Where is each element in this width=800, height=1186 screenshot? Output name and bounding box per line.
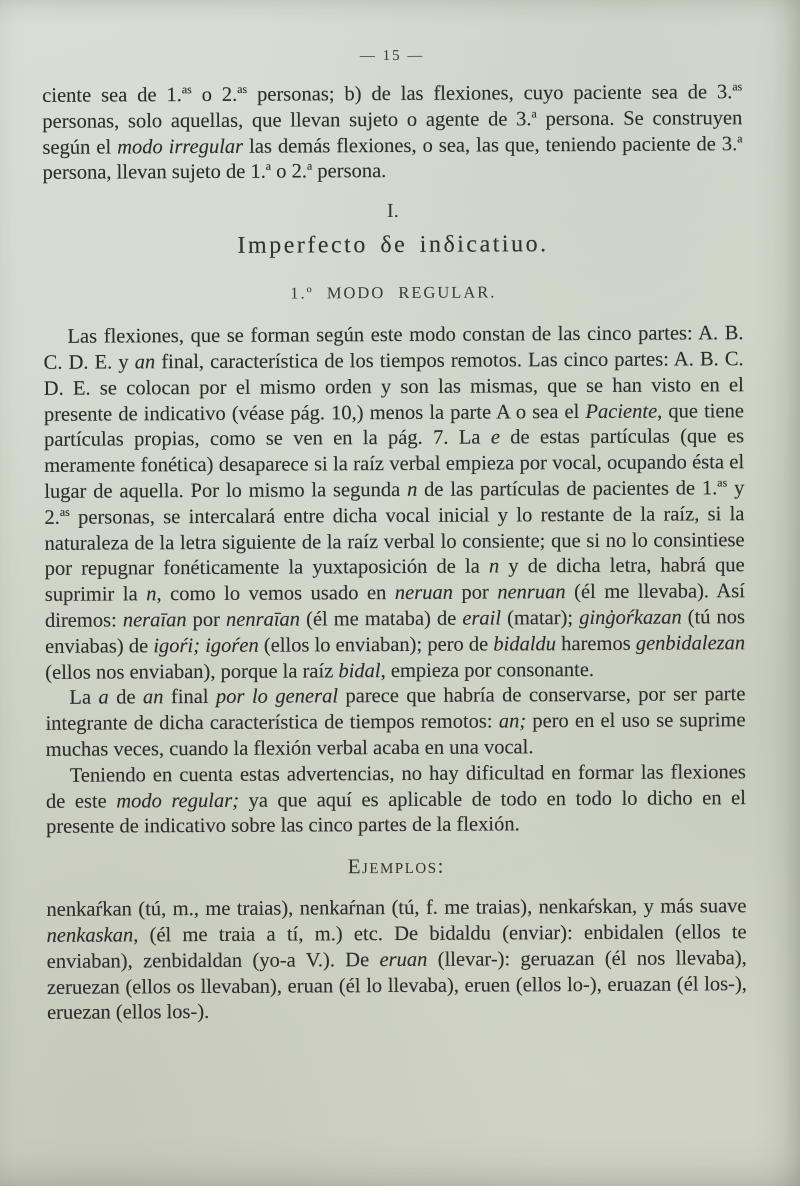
text-segment: de las partículas de pacientes de 1. [417, 477, 718, 501]
text-segment: haremos [555, 632, 636, 655]
text-segment: (ellos lo enviaban); pero de [258, 633, 494, 657]
text-segment: (él me traia a tí, m.) etc. De bidaldu (enviar): enbidalen (ellos te enviaban), zenbidaldan (yo-a V.). De [46, 921, 747, 973]
text-segment: e [490, 426, 500, 449]
section-title: Imperfecto δe inδicatiuo. [237, 231, 549, 259]
text-segment: (matar); [500, 606, 580, 630]
text-segment: a [98, 686, 109, 709]
text-segment: n [488, 555, 500, 578]
text-segment: La [69, 686, 99, 710]
text-segment: (tú nos enviabas) de [45, 606, 746, 658]
text-segment: Teniendo en cuenta estas advertencias, no hay dificultad en formar las flexiones de este [45, 760, 746, 813]
text-segment: persona. Se construyen según el [42, 106, 743, 159]
text-segment: personas; b) de las flexiones, cuyo paciente sea de 3. [247, 81, 733, 106]
examples-heading: Ejemplos: [347, 853, 445, 879]
text-segment: a [737, 130, 743, 145]
text-segment: modo regular; [116, 789, 240, 812]
text-segment: y de dicha letra, habrá que suprimir la [44, 554, 745, 606]
body-paragraph-2 [45, 683, 745, 764]
text-segment: ciente sea de 1. [42, 84, 182, 107]
text-segment: o 2. [191, 83, 238, 107]
text-segment: ginġoŕkazan [579, 606, 682, 629]
text-segment: de [108, 686, 144, 709]
text-segment: , empieza por consonante. [380, 658, 595, 682]
body-paragraph-1 [43, 321, 745, 686]
text-segment: nenkaŕkan (tú, m., me traias), nenkaŕnan (tú, f. me traias), nenkaŕskan, y más suave [46, 895, 747, 921]
text-segment: genbidalezan [635, 631, 746, 655]
text-segment: an; [498, 710, 527, 733]
text-segment: an [134, 351, 156, 374]
text-segment: (llevar-): geruazan (él nos llevaba), zeruezan (ellos os llevaban), eruan (él lo llevaba), eruen (ellos lo-), eruazan (él los-), eruezan (ellos los-). [46, 946, 747, 1025]
text-segment: as [732, 79, 743, 94]
text-segment: n [146, 583, 157, 606]
text-segment: Las flexiones, que se forman según este modo constan de las cinco partes: A. B. C. D. E. y [43, 322, 744, 374]
text-segment: as [59, 504, 70, 519]
text-segment: y 2. [44, 477, 745, 529]
text-segment: nenruan [497, 581, 566, 604]
text-segment: las demás flexiones, o sea, las que, teniendo paciente de 3. [243, 132, 738, 158]
text-segment: a [306, 158, 313, 174]
text-segment: as [237, 81, 248, 96]
text-segment: pero en el uso se suprime muchas veces, cuando la flexión verbal acaba en una vocal. [45, 709, 746, 761]
text-segment: (él me mataba) de [299, 607, 463, 631]
text-segment: nenraīan [225, 608, 301, 631]
intro-paragraph [42, 80, 743, 187]
text-segment: por lo general [215, 685, 339, 709]
examples-paragraph [46, 894, 747, 1027]
text-segment: (ellos nos enviaban), porque la raíz [45, 659, 339, 684]
text-segment: Paciente [585, 400, 658, 423]
text-segment: final, característica de los tiempos remotos. Las cinco partes: A. B. C. D. E. se colocan por el mismo orden y son las mismas, que se han visto en el presente de indicativo (véase pág. 10,) menos la parte A o sea el [43, 348, 744, 426]
text-segment: persona. [312, 160, 387, 183]
text-segment: por [452, 581, 498, 604]
text-segment: persona, llevan sujeto de 1. [42, 161, 266, 185]
text-segment: as [717, 475, 728, 490]
text-segment: de estas partículas (que es meramente fonética) desaparece si la raíz verbal empieza por vocal, ocupando ésta el lugar de aquella. Por lo mismo la segunda [44, 425, 745, 503]
text-segment: a [265, 159, 272, 174]
text-segment: bidaldu [493, 632, 557, 656]
text-segment: erail [462, 607, 502, 630]
text-segment: modo irregular [117, 135, 244, 159]
text-segment: as [181, 82, 192, 97]
text-segment: neraīan [122, 609, 187, 632]
text-segment: , que tiene partículas propias, como se ven en la pág. 7. La [43, 399, 744, 452]
page-number: — 15 — [359, 47, 425, 65]
text-segment: eruan [379, 948, 428, 971]
text-segment: , como lo vemos usado en [156, 582, 395, 606]
section-numeral: I. [386, 200, 399, 223]
text-segment: an [142, 686, 164, 709]
text-segment: nenkaskan, [46, 924, 139, 947]
text-segment: final [163, 686, 217, 709]
text-segment: personas, se intercalará entre dicha vocal inicial y lo restante de la raíz, si la naturaleza de la letra siguiente de la raíz verbal lo consiente; que si no lo consintiese por repugnar fonéticamente la yuxtaposición de la [44, 502, 745, 581]
text-segment: parece que habría de conservarse, por ser parte integrante de dicha característica de tiempos remotos: [45, 683, 746, 735]
page-content [42, 46, 747, 1027]
text-segment: n [406, 478, 418, 501]
text-segment: bidal [338, 659, 381, 682]
text-segment: neruan [394, 581, 453, 605]
text-segment: o 2. [271, 160, 308, 184]
text-segment: igoŕi; igoŕen [153, 634, 259, 658]
text-segment: a [531, 106, 537, 121]
text-segment: ya que aquí es aplicable de todo en todo lo dicho en el presente de indicativo sobre las cinco partes de la flexión. [46, 786, 746, 839]
mode-subheading: 1.º MODO REGULAR. [290, 282, 497, 303]
text-segment: por [186, 608, 227, 632]
text-segment: personas, solo aquellas, que llevan sujeto o agente de 3. [42, 108, 532, 133]
text-segment: (él me llevaba). Así diremos: [44, 580, 745, 632]
body-paragraph-3 [46, 760, 746, 841]
